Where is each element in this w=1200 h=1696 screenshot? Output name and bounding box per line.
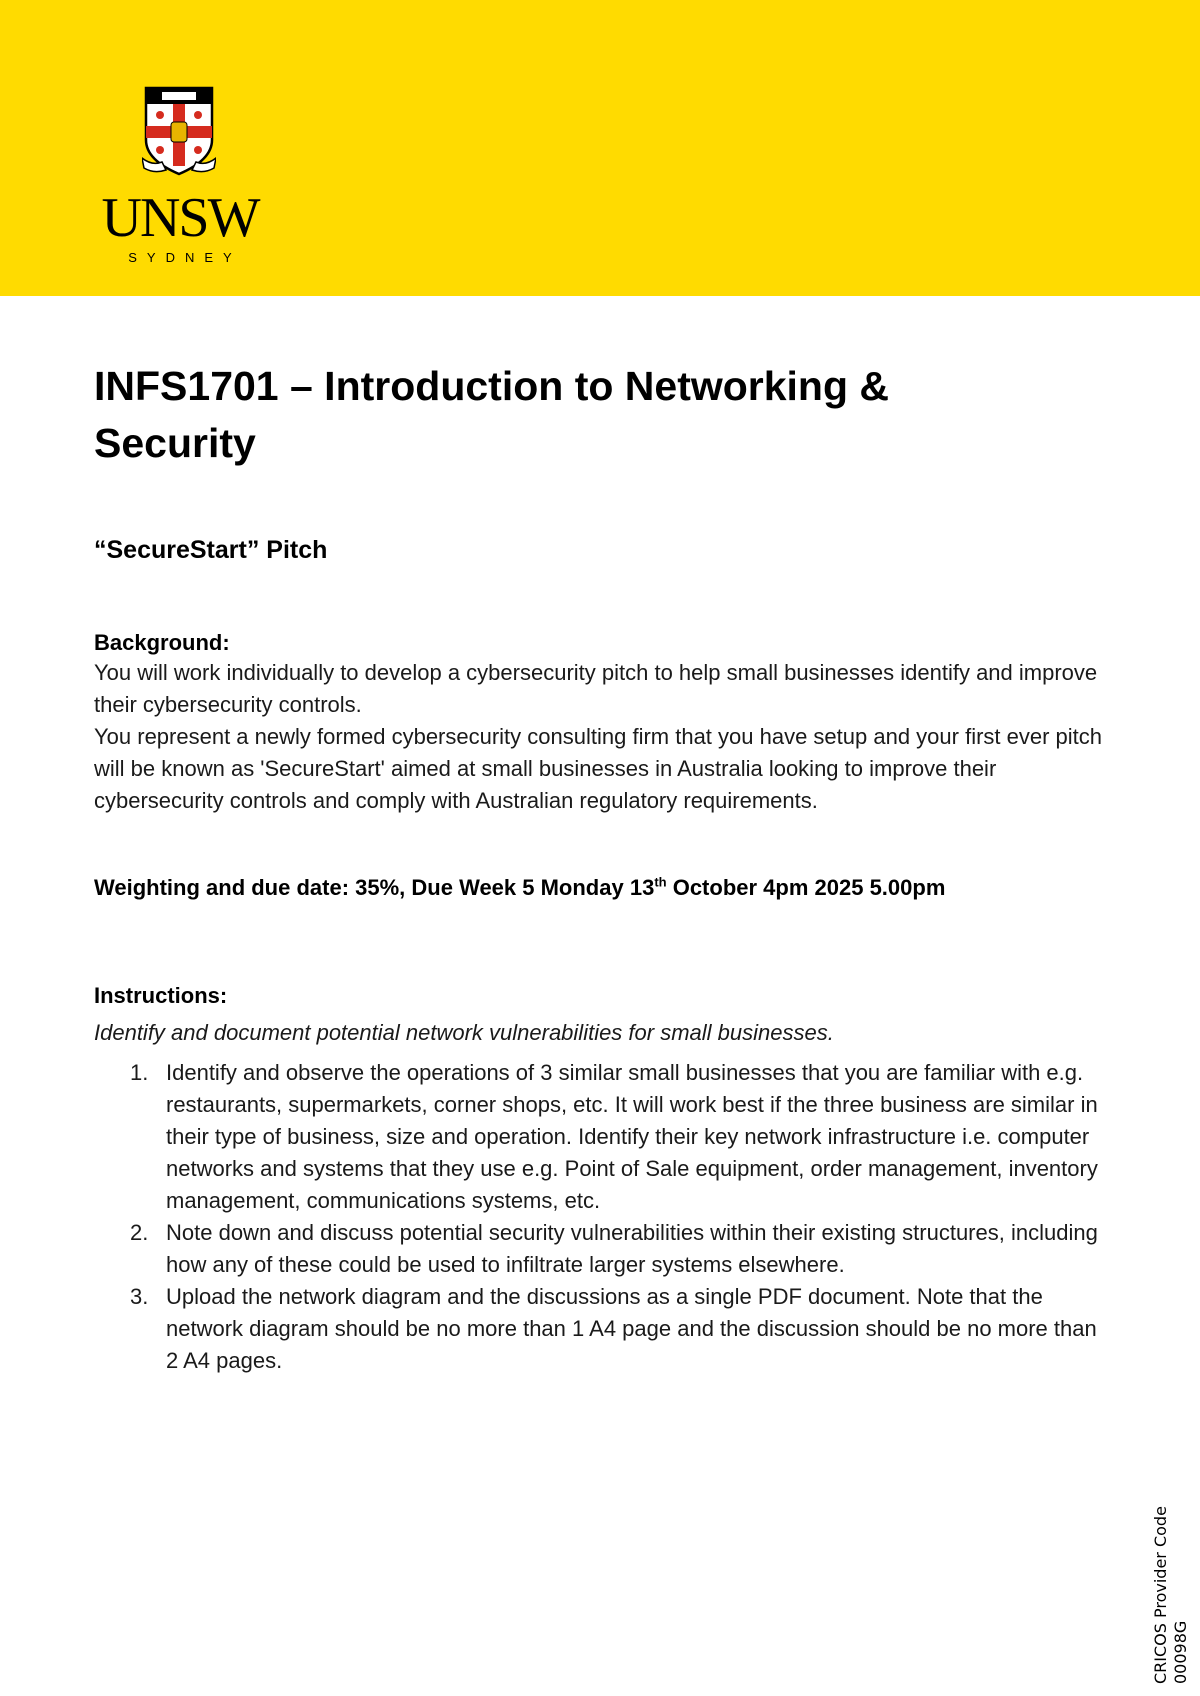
logo-subtext: SYDNEY — [128, 250, 242, 265]
background-paragraph: You will work individually to develop a cybersecurity pitch to help small businesses identify and improve their cybersecurity controls. — [94, 660, 1098, 717]
list-item-text: Note down and discuss potential security vulnerabilities within their existing structures, including how any of these could be used to infiltrate larger systems elsewhere. — [166, 1220, 1098, 1277]
ordinal-suffix: th — [654, 874, 667, 890]
list-item-number: 1. — [130, 1060, 149, 1085]
list-item — [94, 1057, 1104, 1217]
list-item — [94, 1217, 1104, 1281]
background-paragraph: You represent a newly formed cybersecurity consulting firm that you have setup and your first ever pitch will be known as 'SecureStart' aimed at small businesses in Australia looking to improve their cybersecurity controls and comply with Australian regulatory requirements. — [94, 724, 1103, 813]
logo-wordmark: UNSW — [101, 187, 259, 249]
cricos-code: 00098G — [1171, 1620, 1190, 1684]
document-content — [94, 358, 1104, 1377]
weighting-text: Weighting and due date: 35%, Due Week 5 Monday 13 — [94, 875, 655, 900]
instructions-intro: Identify and document potential network vulnerabilities for small businesses. — [94, 1020, 834, 1045]
list-item-text: Upload the network diagram and the discussions as a single PDF document. Note that the network diagram should be no more than 1 A4 page and the discussion should be no more than 2 A4 pages. — [166, 1284, 1097, 1373]
weighting-due-date — [94, 872, 1104, 904]
list-item — [94, 1281, 1104, 1377]
list-item-number: 3. — [130, 1284, 149, 1309]
unsw-logo — [92, 82, 268, 266]
list-item-number: 2. — [130, 1220, 149, 1245]
cricos-provider-code — [1151, 1506, 1191, 1684]
weighting-text-end: October 4pm 2025 5.00pm — [666, 875, 946, 900]
background-heading: Background: — [94, 630, 230, 655]
document-subtitle: “SecureStart” Pitch — [94, 536, 328, 564]
unsw-crest-icon — [142, 82, 216, 178]
header-band — [0, 0, 1200, 296]
document-title: INFS1701 – Introduction to Networking & Security — [94, 363, 890, 466]
cricos-label: CRICOS Provider Code — [1151, 1506, 1170, 1684]
instructions-list — [94, 1057, 1104, 1377]
instructions-heading: Instructions: — [94, 983, 228, 1008]
list-item-text: Identify and observe the operations of 3 similar small businesses that you are familiar with e.g. restaurants, supermarkets, corner shops, etc. It will work best if the three business are similar in their type of business, size and operation. Identify their key network infrastructure i.e. computer networks and systems that they use e.g. Point of Sale equipment, order management, inventory management, communications systems, etc. — [166, 1060, 1098, 1213]
